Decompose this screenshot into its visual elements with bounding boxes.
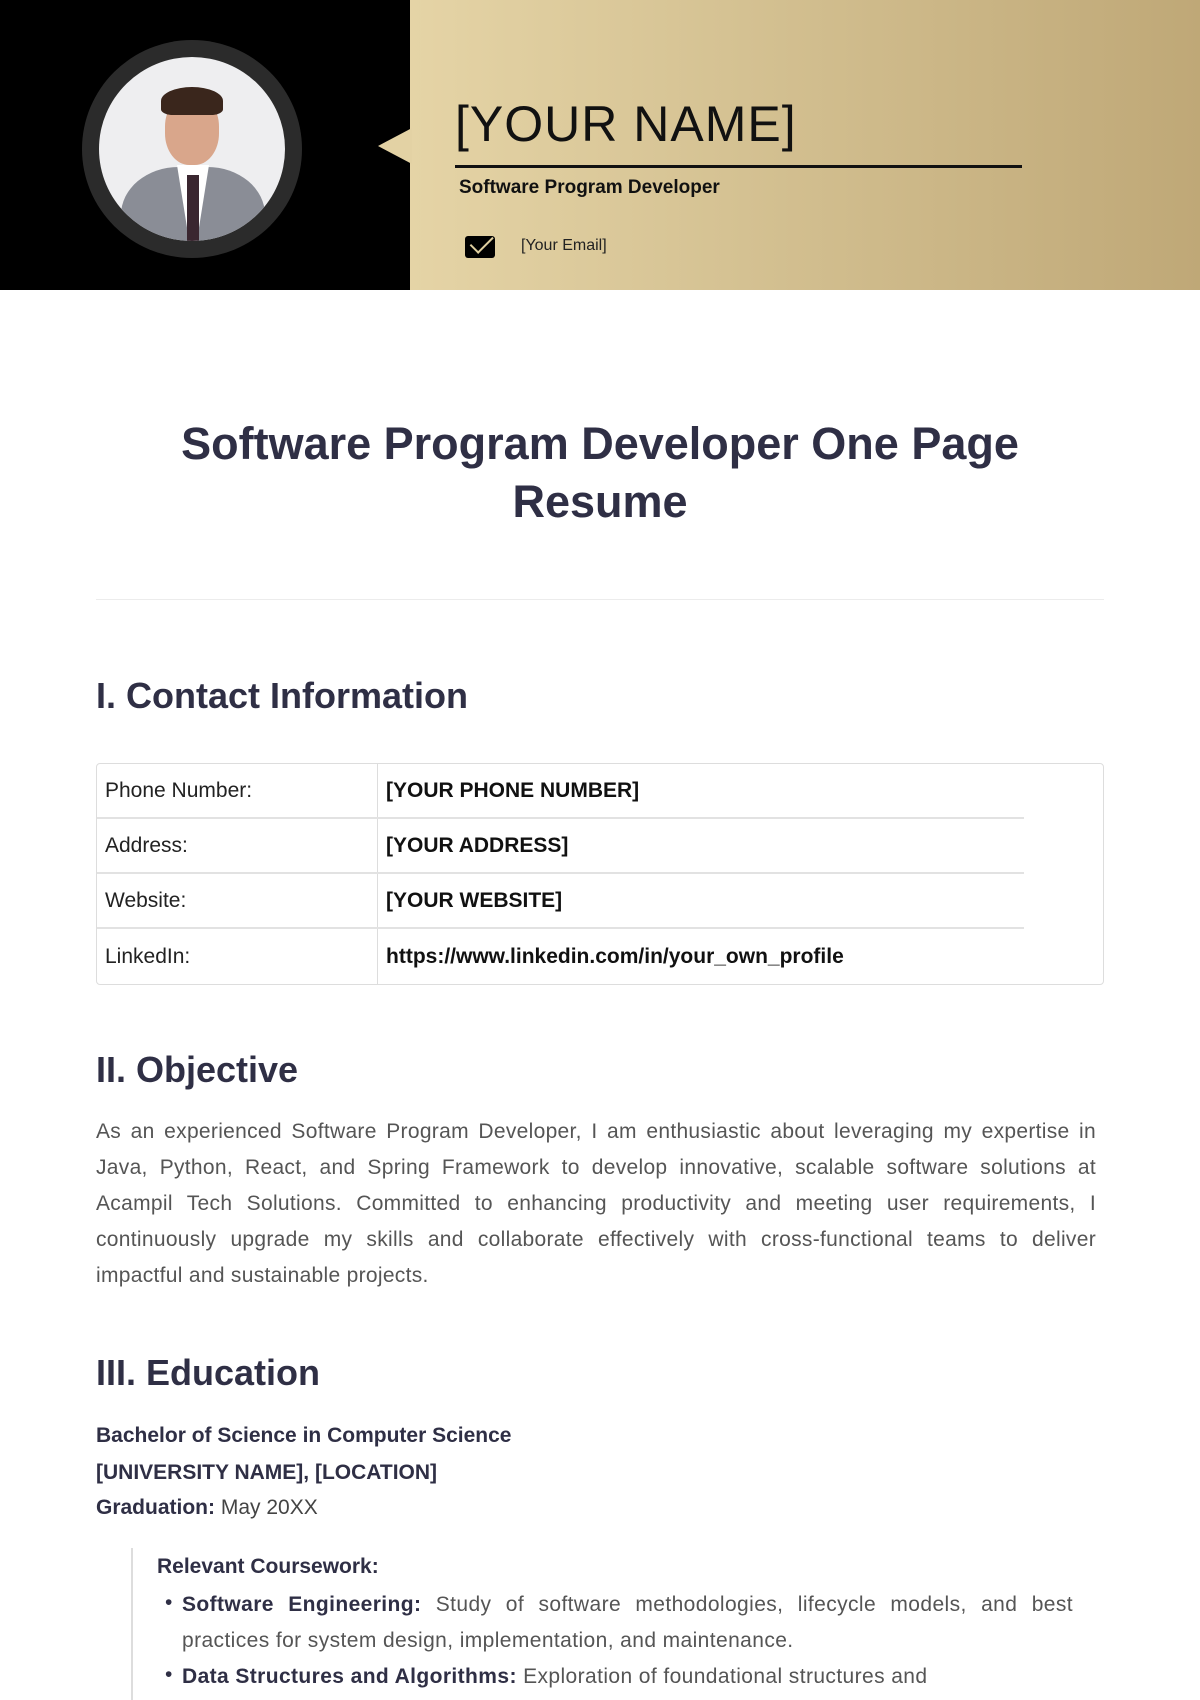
email-text: [Your Email]	[521, 237, 607, 254]
course-name: Data Structures and Algorithms:	[182, 1665, 517, 1688]
row-label: Address:	[105, 834, 188, 857]
graduation-label: Graduation:	[96, 1496, 215, 1519]
section-heading-education: III. Education	[96, 1352, 321, 1393]
candidate-name: [YOUR NAME]	[455, 96, 797, 152]
list-item	[165, 1587, 1073, 1659]
coursework-border	[131, 1548, 133, 1700]
email-icon	[465, 236, 495, 258]
degree: Bachelor of Science in Computer Science	[96, 1424, 512, 1447]
row-value: [YOUR PHONE NUMBER]	[386, 779, 640, 802]
contact-table	[96, 763, 1104, 985]
name-underline	[455, 165, 1022, 168]
section-heading-objective: II. Objective	[96, 1049, 299, 1090]
table-row	[97, 874, 1103, 929]
school: [UNIVERSITY NAME], [LOCATION]	[96, 1461, 438, 1484]
candidate-role: Software Program Developer	[459, 177, 720, 198]
profile-photo	[82, 40, 302, 258]
header-pointer	[378, 128, 412, 164]
list-item	[165, 1659, 1073, 1695]
course-name: Software Engineering:	[182, 1593, 422, 1616]
graduation-value: May 20XX	[220, 1496, 318, 1519]
graduation	[96, 1496, 318, 1520]
table-row	[97, 930, 1103, 985]
row-label: Website:	[105, 889, 187, 912]
row-label: LinkedIn:	[105, 945, 191, 968]
page-title: Software Program Developer One Page Resume	[181, 418, 1019, 527]
objective-text: As an experienced Software Program Developer, I am enthusiastic about leveraging my expertise in Java, Python, React, and Spring Framework to develop innovative, scalable software solutions at Acampil Tech Solutions. Committed to enhancing productivity and meeting user requirements, I continuously upgrade my skills and collaborate effectively with cross-functional teams to deliver impactful and sustainable projects.	[96, 1120, 1096, 1287]
table-row	[97, 764, 1103, 819]
row-value: [YOUR WEBSITE]	[386, 889, 563, 912]
course-desc: Study of software methodologies, lifecycle models, and best practices for system design, implementation, and maintenance.	[182, 1593, 1073, 1652]
section-heading-contact: I. Contact Information	[96, 675, 468, 716]
row-value: [YOUR ADDRESS]	[386, 834, 569, 857]
table-row	[97, 819, 1103, 874]
divider	[96, 599, 1104, 600]
coursework-heading: Relevant Coursework:	[157, 1555, 379, 1578]
row-label: Phone Number:	[105, 779, 253, 802]
course-desc: Exploration of foundational structures and	[523, 1665, 928, 1688]
row-value: https://www.linkedin.com/in/your_own_profile	[386, 945, 844, 968]
